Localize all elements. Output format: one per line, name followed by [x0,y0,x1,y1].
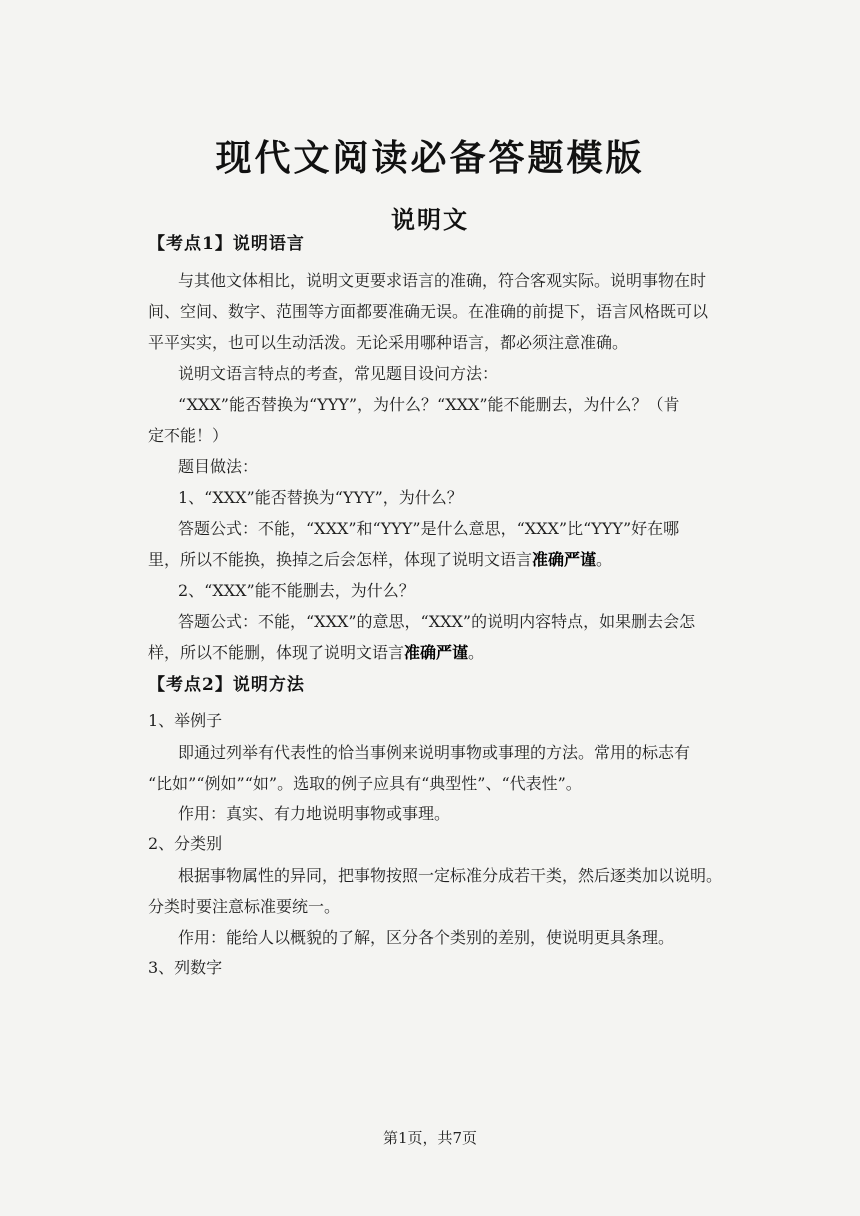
emphasis-text: 准确严谨 [404,643,469,662]
paragraph-line: 分类时要注意标准要统一。 [148,897,341,916]
paragraph-line: “比如”“例如”“如”。选取的例子应具有“典型性”、“代表性”。 [148,774,582,793]
answer-formula-1: 答题公式：不能，“XXX”和“YYY”是什么意思，“XXX”比“YYY”好在哪 [178,519,680,538]
kaodian1-heading: 【考点1】说明语言 [148,234,305,254]
paragraph-line: 与其他文体相比，说明文更要求语言的准确，符合客观实际。说明事物在时 [178,271,707,290]
paragraph-line: 平平实实，也可以生动活泼。无论采用哪种语言，都必须注意准确。 [148,333,629,352]
question-2: 2、“XXX”能不能删去，为什么？ [178,581,415,600]
paragraph-line: 定不能！） [148,426,229,445]
paragraph-line: 根据事物属性的异同，把事物按照一定标准分成若干类，然后逐类加以说明。 [178,866,723,885]
answer-formula-1-cont [148,550,612,570]
method-3-name: 3、列数字 [148,958,223,977]
text-run: 样，所以不能删，体现了说明文语言 [148,643,405,662]
answer-formula-2-cont [148,643,484,663]
text-run: 里，所以不能换，换掉之后会怎样，体现了说明文语言 [148,550,533,569]
document-title: 现代文阅读必备答题模版 [215,137,645,179]
method-2-effect: 作用：能给人以概貌的了解，区分各个类别的差别，使说明更具条理。 [178,928,675,947]
paragraph-line: 间、空间、数字、范围等方面都要准确无误。在准确的前提下，语言风格既可以 [148,302,709,321]
text-run: 。 [596,550,613,569]
text-run: 。 [468,643,485,662]
kaodian2-heading: 【考点2】说明方法 [148,675,305,695]
answer-formula-2: 答题公式：不能，“XXX”的意思，“XXX”的说明内容特点，如果删去会怎 [178,612,696,631]
section-title: 说明文 [391,205,469,234]
method-2-name: 2、分类别 [148,834,223,853]
question-1: 1、“XXX”能否替换为“YYY”，为什么？ [178,488,463,507]
method-1-name: 1、举例子 [148,711,223,730]
emphasis-text: 准确严谨 [532,550,597,569]
paragraph-line: 即通过列举有代表性的恰当事例来说明事物或事理的方法。常用的标志有 [178,743,691,762]
page-number: 第1页，共7页 [382,1129,478,1147]
paragraph-line: “XXX”能否替换为“YYY”，为什么？“XXX”能不能删去，为什么？（肯 [178,395,680,414]
method-1-effect: 作用：真实、有力地说明事物或事理。 [178,804,451,823]
paragraph-line: 题目做法： [178,457,259,476]
paragraph-line: 说明文语言特点的考查，常见题目设问方法： [178,364,499,383]
